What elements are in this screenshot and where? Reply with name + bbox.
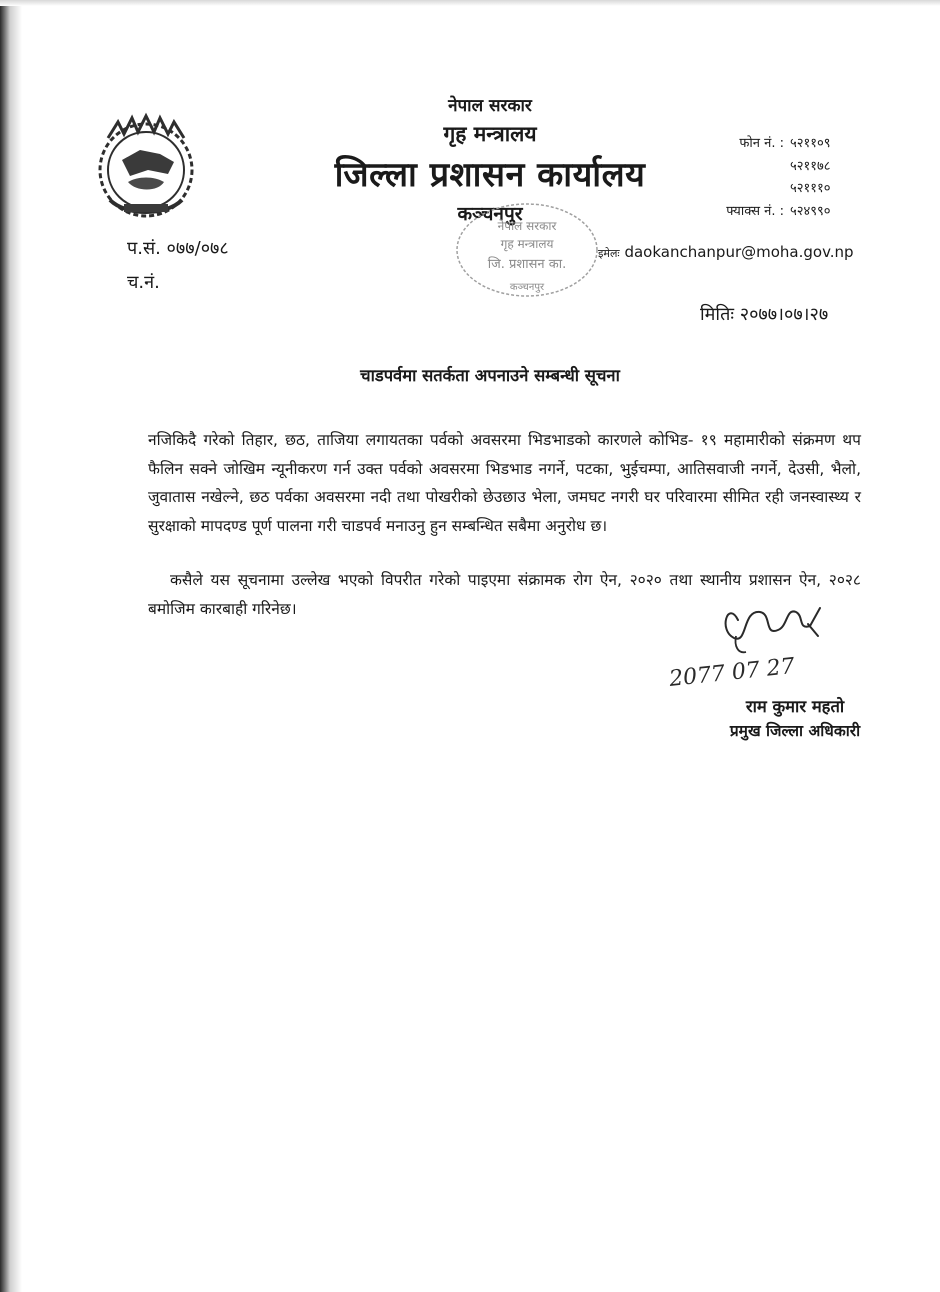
phone-number: ५२११७८	[790, 158, 831, 174]
fax-number: ५२४९९०	[790, 203, 831, 219]
phone-label: फोन नं. :	[739, 136, 784, 151]
email-row	[598, 243, 854, 261]
government-heading: नेपाल सरकार	[448, 96, 532, 116]
phone-row	[690, 156, 831, 179]
phone-number: ५२११०९	[790, 136, 831, 151]
signatory-title: प्रमुख जिल्ला अधिकारी	[729, 722, 861, 740]
reference-number: प.सं. ०७७/०७८	[127, 238, 229, 259]
phone-number: ५२१११०	[790, 181, 831, 196]
notice-subject: चाडपर्वमा सतर्कता अपनाउने सम्बन्धी सूचना	[360, 366, 620, 385]
office-stamp	[452, 200, 602, 305]
stamp-line-4: कञ्चनपुर	[509, 282, 545, 293]
letter-date: मितिः २०७७।०७।२७	[700, 304, 829, 325]
district-heading: कञ्चनपुर	[457, 203, 523, 225]
email-address: daokanchanpur@moha.gov.np	[624, 243, 854, 261]
scan-top-edge	[0, 0, 940, 6]
signatory-name: राम कुमार महतो	[745, 697, 845, 716]
dispatch-number: च.नं.	[127, 272, 160, 293]
stamp-line-3: जि. प्रशासन का.	[487, 257, 567, 272]
stamp-line-2: गृह मन्त्रालय	[500, 237, 554, 251]
notice-paragraph-2: कसैले यस सूचनामा उल्लेख भएको विपरीत गरेको पाइएमा संक्रामक रोग ऐन, २०२० तथा स्थानीय प्रशासन ऐन, २०२८ बमोजिम कारबाही गरिनेछ।	[148, 571, 861, 618]
stamp-line-1: नेपाल सरकार	[497, 219, 557, 233]
contact-block	[690, 133, 831, 223]
phone-row	[690, 178, 831, 201]
fax-row	[690, 201, 831, 224]
office-heading: जिल्ला प्रशासन कार्यालय	[334, 155, 646, 195]
signature-date: 2077 07 27	[668, 653, 796, 692]
ministry-heading: गृह मन्त्रालय	[443, 122, 537, 146]
email-label: इमेलः	[598, 247, 620, 260]
handwritten-signature	[668, 590, 848, 700]
nepal-emblem-icon	[88, 112, 204, 222]
scan-edge-shadow	[0, 0, 22, 1292]
fax-label: फ्याक्स नं. :	[726, 203, 784, 219]
notice-paragraph-1: नजिकिदै गरेको तिहार, छठ, ताजिया लगायतका पर्वको अवसरमा भिडभाडको कारणले कोभिड- १९ महामारीको संक्रमण थप फैलिन सक्ने जोखिम न्यूनीकरण गर्न उक्त पर्वको अवसरमा भिडभाड नगर्ने, पटका, भुईचम्पा, आतिसवाजी नगर्ने, देउसी, भैलो, जुवातास नखेल्ने, छठ पर्वका अवसरमा नदी तथा पोखरीको छेउछाउ भेला, जमघट नगरी घर परिवारमा सीमित रही जनस्वास्थ्य र सुरक्षाको मापदण्ड पूर्ण पालना गरी चाडपर्व मनाउनु हुन सम्बन्धित सबैमा अनुरोध छ।	[148, 431, 861, 535]
phone-row	[690, 133, 831, 156]
